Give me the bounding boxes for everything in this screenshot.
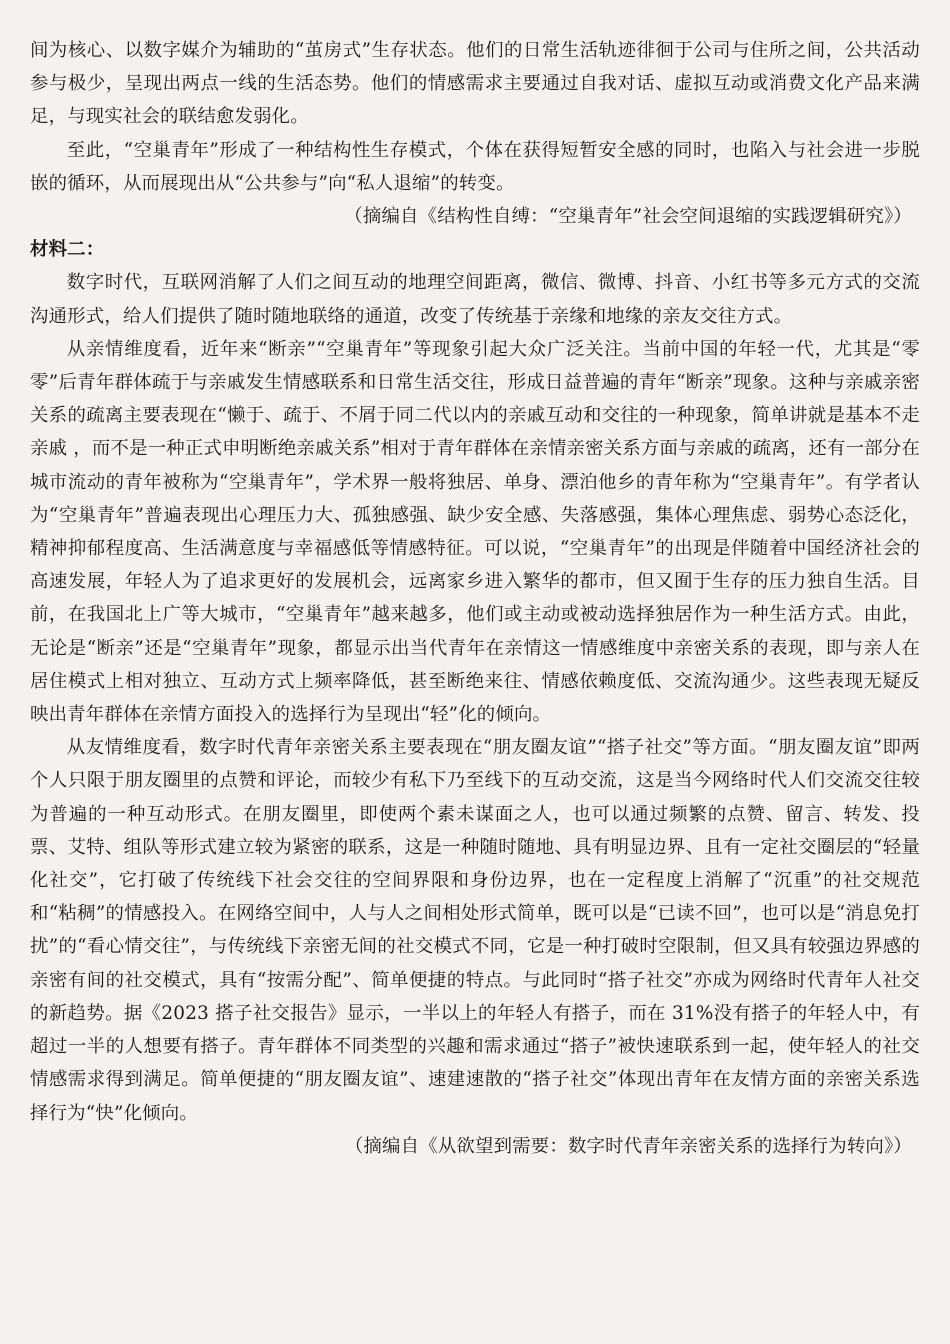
material2-heading: 材料二： [30, 239, 105, 261]
material1-source: （摘编自《结构性自缚：“空巢青年”社会空间退缩的实践逻辑研究》） [344, 206, 912, 228]
material1-paragraph-2: 至此，“空巢青年”形成了一种结构性生存模式，个体在获得短暂安全感的同时，也陷入与社会进一步脱嵌的循环，从而展现出从“公共参与”向“私人退缩”的转变。 [30, 139, 920, 194]
material2-source: （摘编自《从欲望到需要：数字时代青年亲密关系的选择行为转向》） [344, 1135, 912, 1157]
material1-paragraph-1: 间为核心、以数字媒介为辅助的“茧房式”生存状态。他们的日常生活轨迹徘徊于公司与住所之间，公共活动参与极少，呈现出两点一线的生活态势。他们的情感需求主要通过自我对话、虚拟互动或消费文化产品来满足，与现实社会的联结愈发弱化。 [30, 40, 920, 128]
material2-paragraph-1: 数字时代，互联网消解了人们之间互动的地理空间距离，微信、微博、抖音、小红书等多元方式的交流沟通形式，给人们提供了随时随地联络的通道，改变了传统基于亲缘和地缘的亲友交往方式。 [30, 272, 920, 327]
material2-paragraph-2: 从亲情维度看，近年来“断亲”“空巢青年”等现象引起大众广泛关注。当前中国的年轻一代，尤其是“零零”后青年群体疏于与亲戚发生情感联系和日常生活交往，形成日益普遍的青年“断亲”现象。这种与亲戚亲密关系的疏离主要表现在“懒于、疏于、不屑于同二代以内的亲戚互动和交往的一种现象，简单讲就是基本不走亲戚 ，而不是一种正式申明断绝亲戚关系”相对于青年群体在亲情亲密关系方面与亲戚的疏离，还有一部分在城市流动的青年被称为“空巢青年”，学术界一般将独居、单身、漂泊他乡的青年称为“空巢青年”。有学者认为“空巢青年”普遍表现出心理压力大、孤独感强、缺少安全感、失落感强，集体心理焦虑、弱势心态泛化，精神抑郁程度高、生活满意度与幸福感低等情感特征。可以说，“空巢青年”的出现是伴随着中国经济社会的高速发展，年轻人为了追求更好的发展机会，远离家乡进入繁华的都市，但又囿于生存的压力独自生活。目前，在我国北上广等大城市，“空巢青年”越来越多，他们或主动或被动选择独居作为一种生活方式。由此，无论是“断亲”还是“空巢青年”现象，都显示出当代青年在亲情这一情感维度中亲密关系的表现，即与亲人在居住模式上相对独立、互动方式上频率降低，甚至断绝来往、情感依赖度低、交流沟通少。这些表现无疑反映出青年群体在亲情方面投入的选择行为呈现出“轻”化的倾向。 [30, 338, 920, 726]
material2-paragraph-3: 从友情维度看，数字时代青年亲密关系主要表现在“朋友圈友谊”“搭子社交”等方面。“朋友圈友谊”即两个人只限于朋友圈里的点赞和评论，而较少有私下乃至线下的互动交流，这是当今网络时代人们交流交往较为普遍的一种互动形式。在朋友圈里，即使两个素未谋面之人，也可以通过频繁的点赞、留言、转发、投票、艾特、组队等形式建立较为紧密的联系，这是一种随时随地、具有明显边界、且有一定社交圈层的“轻量化社交”，它打破了传统线下社会交往的空间界限和身份边界，也在一定程度上消解了“沉重”的社交规范和“粘稠”的情感投入。在网络空间中，人与人之间相处形式简单，既可以是“已读不回”，也可以是“消息免打扰”的“看心情交往”，与传统线下亲密无间的社交模式不同，它是一种打破时空限制，但又具有较强边界感的亲密有间的社交模式，具有“按需分配”、简单便捷的特点。与此同时“搭子社交”亦成为网络时代青年人社交的新趋势。据《2023 搭子社交报告》显示，一半以上的年轻人有搭子，而在 31%没有搭子的年轻人中，有超过一半的人想要有搭子。青年群体不同类型的兴趣和需求通过“搭子”被快速联系到一起，使年轻人的社交情感需求得到满足。简单便捷的“朋友圈友谊”、速建速散的“搭子社交”体现出青年在友情方面的亲密关系选择行为“快”化倾向。 [30, 737, 920, 1124]
